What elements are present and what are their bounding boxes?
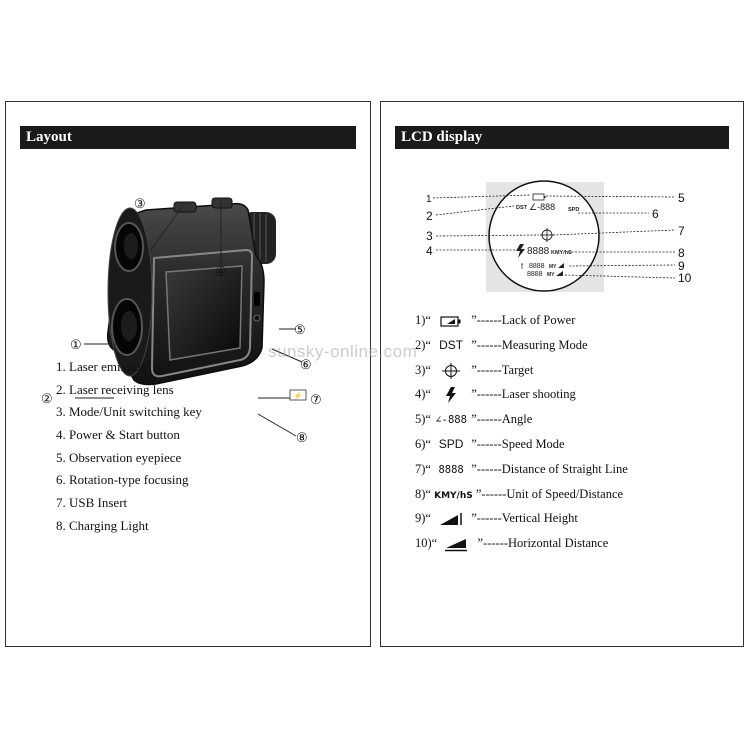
power-button (212, 198, 232, 208)
usb-port (254, 292, 260, 306)
list-item: 4. Power & Start button (56, 427, 180, 443)
laser-emission-lens (115, 223, 143, 271)
list-item: 8)“ KMY/hS ”------Unit of Speed/Distance (415, 482, 628, 507)
lcd-distance: 8888 (527, 246, 550, 257)
list-item: 2)“ DST ”------Measuring Mode (415, 333, 628, 358)
lcd-horizontal-digits: 8888 (527, 271, 543, 278)
callout-5: ⑤ (294, 322, 306, 337)
laser-bolt-icon (434, 383, 468, 408)
lcd-callout-5: 5 (678, 191, 685, 205)
distance-symbol: 8888 (438, 463, 464, 476)
callout-3: ③ (134, 196, 146, 211)
lcd-callout-1: 1 (426, 194, 432, 205)
charging-light (254, 315, 260, 321)
lcd-height-digits: 8888 (529, 263, 545, 270)
callout-7: ⑦ (310, 392, 322, 407)
list-item: 4)“ ”------Laser shooting (415, 382, 628, 407)
unit-symbol: KMY/hS (434, 490, 473, 501)
list-item: 1)“ ”------Lack of Power (415, 308, 628, 333)
lcd-title: LCD display (395, 126, 729, 149)
callout-2: ② (41, 391, 53, 406)
list-item: 3)“ ”------Target (415, 358, 628, 383)
lcd-horizontal-unit: MY (547, 272, 555, 278)
lcd-spd: SPD (568, 207, 580, 213)
battery-icon (434, 309, 468, 334)
lcd-unit: KMY/hS (551, 250, 572, 256)
list-item: 9)“ ”------Vertical Height (415, 506, 628, 531)
spd-symbol: SPD (438, 436, 464, 451)
list-item: 2. Laser receiving lens (56, 381, 174, 397)
lcd-height-unit: MY (549, 264, 557, 270)
lcd-angle: ∠-888 (529, 202, 556, 212)
dst-symbol: DST (439, 337, 464, 352)
list-item: 8. Charging Light (56, 517, 149, 533)
list-item: 1. Laser emission (56, 359, 148, 374)
list-item: 5. Observation eyepiece (56, 449, 182, 465)
list-item: 10)“ ”------Horizontal Distance (415, 531, 628, 556)
callout-1: ① (70, 337, 82, 352)
angle-symbol: ∠-888 (435, 414, 467, 427)
list-item: 7. USB Insert (56, 495, 128, 511)
lcd-callout-2: 2 (426, 209, 433, 223)
svg-text:⚡: ⚡ (293, 393, 303, 400)
lcd-dst: DST (516, 205, 527, 211)
layout-legend-list (56, 356, 202, 538)
list-item: 6. Rotation-type focusing (56, 472, 189, 488)
lcd-callout-6: 6 (652, 207, 659, 221)
lcd-callout-3: 3 (426, 229, 433, 243)
list-item: 3. Mode/Unit switching key (56, 404, 202, 420)
lcd-callout-8: 8 (678, 246, 685, 260)
list-item: 7)“ 8888 ”------Distance of Straight Line (415, 457, 628, 482)
lcd-callout-9: 9 (678, 259, 685, 273)
vertical-height-icon (434, 507, 468, 532)
callout-8: ⑧ (296, 430, 308, 445)
mode-button (174, 202, 196, 212)
lcd-callout-7: 7 (678, 224, 685, 238)
watermark: sunsky-online.com (268, 342, 418, 361)
lcd-legend-list (415, 308, 628, 556)
callout-4: ④ (215, 264, 227, 279)
lcd-callout-10: 10 (678, 271, 692, 285)
target-icon (434, 359, 468, 384)
laser-receiving-lens (112, 299, 142, 355)
layout-panel (5, 101, 371, 647)
horizontal-distance-icon (440, 532, 474, 557)
lcd-callout-4: 4 (426, 244, 433, 258)
list-item: 6)“ SPD ”------Speed Mode (415, 432, 628, 457)
device-screen (166, 266, 242, 360)
list-item: 5)“ ∠-888 ”------Angle (415, 407, 628, 432)
lcd-diagram (381, 178, 745, 298)
layout-title: Layout (20, 126, 356, 149)
lcd-panel (380, 101, 744, 647)
callout-6: ⑥ (300, 357, 312, 372)
